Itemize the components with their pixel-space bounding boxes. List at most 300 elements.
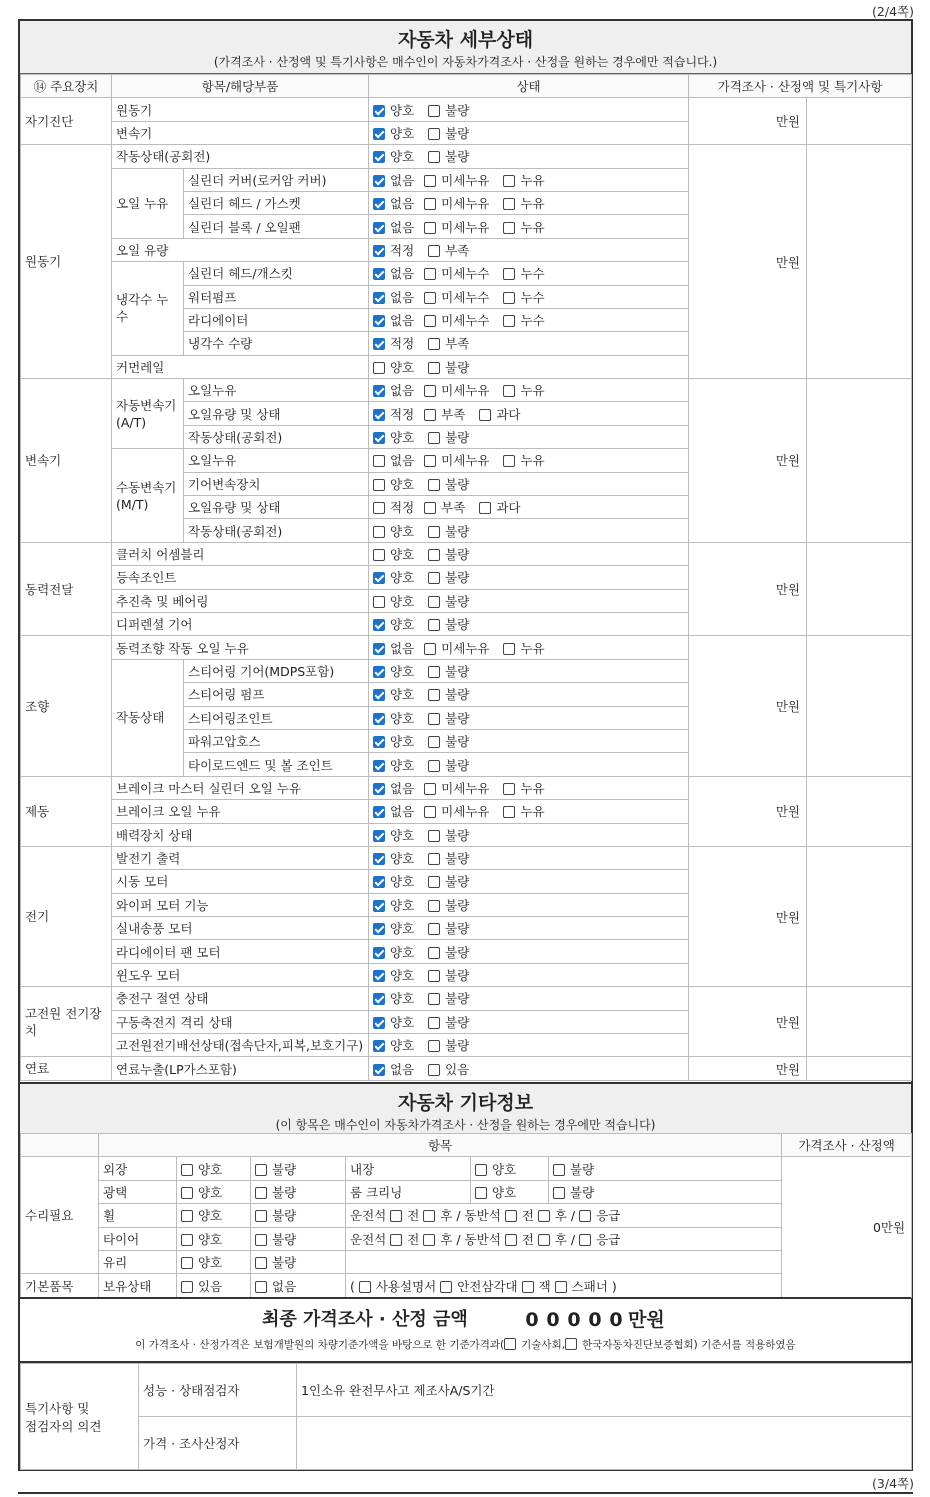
state-option[interactable] xyxy=(479,405,520,423)
checkbox[interactable] xyxy=(424,198,436,210)
state-option[interactable] xyxy=(373,288,414,306)
state-option[interactable] xyxy=(503,288,544,306)
state-option[interactable] xyxy=(424,171,489,189)
checkbox[interactable] xyxy=(428,338,440,350)
state-option[interactable] xyxy=(373,1013,414,1031)
checkbox[interactable] xyxy=(428,1017,440,1029)
state-option[interactable] xyxy=(373,171,414,189)
state-option[interactable] xyxy=(428,896,469,914)
opinion-label-1: 특기사항 및 xyxy=(25,1400,90,1416)
checkbox[interactable] xyxy=(359,1281,371,1293)
state-options xyxy=(369,940,689,963)
checkbox[interactable] xyxy=(423,1234,435,1246)
state-option[interactable] xyxy=(373,826,414,844)
checkbox[interactable] xyxy=(428,432,440,444)
checkbox[interactable] xyxy=(424,222,436,234)
state-option[interactable] xyxy=(373,241,414,259)
checkbox[interactable] xyxy=(428,970,440,982)
checkbox[interactable] xyxy=(428,666,440,678)
item-name: 원동기 xyxy=(112,98,369,121)
checkbox[interactable] xyxy=(428,736,440,748)
checkbox[interactable] xyxy=(428,1064,440,1076)
checkbox[interactable] xyxy=(424,806,436,818)
option-label: 불량 xyxy=(445,874,470,890)
etc-opt[interactable] xyxy=(471,1157,549,1180)
state-option[interactable] xyxy=(503,218,544,236)
etc-opt[interactable] xyxy=(251,1250,346,1273)
checkbox-checked[interactable] xyxy=(373,713,385,725)
state-options xyxy=(369,449,689,472)
state-option[interactable] xyxy=(503,264,544,282)
option-label: 미세누수 xyxy=(441,313,490,329)
price-note[interactable] xyxy=(807,636,912,776)
state-options xyxy=(369,308,689,331)
checkbox-checked[interactable] xyxy=(373,993,385,1005)
checkbox-checked[interactable] xyxy=(373,947,385,959)
checkbox[interactable] xyxy=(428,526,440,538)
checkbox[interactable] xyxy=(424,268,436,280)
state-option[interactable] xyxy=(503,194,544,212)
checkbox[interactable] xyxy=(373,362,385,374)
state-option[interactable] xyxy=(373,966,414,984)
checkbox-checked[interactable] xyxy=(373,292,385,304)
checkbox[interactable] xyxy=(504,1338,516,1350)
state-option[interactable] xyxy=(503,451,544,469)
state-option[interactable] xyxy=(428,568,469,586)
checkbox-checked[interactable] xyxy=(373,245,385,257)
checkbox[interactable] xyxy=(255,1187,267,1199)
checkbox-checked[interactable] xyxy=(373,689,385,701)
state-option[interactable] xyxy=(373,732,414,750)
option-label: 불량 xyxy=(445,523,470,539)
checkbox[interactable] xyxy=(503,268,515,280)
checkbox[interactable] xyxy=(538,1234,550,1246)
state-option[interactable] xyxy=(428,709,469,727)
checkbox[interactable] xyxy=(553,1164,565,1176)
state-option[interactable] xyxy=(373,545,414,563)
checkbox[interactable] xyxy=(423,1210,435,1222)
option-label: 양호 xyxy=(390,897,415,913)
checkbox[interactable] xyxy=(255,1257,267,1269)
item-name: 시동 모터 xyxy=(112,870,369,893)
price-note[interactable] xyxy=(807,145,912,379)
price-note[interactable] xyxy=(807,379,912,543)
checkbox-checked[interactable] xyxy=(373,1040,385,1052)
checkbox[interactable] xyxy=(503,385,515,397)
checkbox-checked[interactable] xyxy=(373,1064,385,1076)
state-option[interactable] xyxy=(373,756,414,774)
checkbox[interactable] xyxy=(181,1187,193,1199)
checkbox[interactable] xyxy=(428,947,440,959)
state-option[interactable] xyxy=(424,288,489,306)
checkbox-checked[interactable] xyxy=(373,198,385,210)
checkbox[interactable] xyxy=(553,1187,565,1199)
state-option[interactable] xyxy=(373,568,414,586)
state-option[interactable] xyxy=(428,124,469,142)
checkbox[interactable] xyxy=(428,105,440,117)
state-option[interactable] xyxy=(373,849,414,867)
etc-opt[interactable] xyxy=(251,1157,346,1180)
state-option[interactable] xyxy=(373,709,414,727)
digit: 0 xyxy=(567,1309,581,1331)
checkbox-checked[interactable] xyxy=(373,853,385,865)
state-option[interactable] xyxy=(373,218,414,236)
checkbox-checked[interactable] xyxy=(373,151,385,163)
checkbox[interactable] xyxy=(428,876,440,888)
price-inspector-opinion[interactable] xyxy=(297,1417,912,1470)
checkbox-checked[interactable] xyxy=(373,572,385,584)
checkbox[interactable] xyxy=(503,222,515,234)
state-option[interactable] xyxy=(428,1036,469,1054)
checkbox[interactable] xyxy=(424,409,436,421)
checkbox-checked[interactable] xyxy=(373,432,385,444)
checkbox-checked[interactable] xyxy=(373,128,385,140)
price-note[interactable] xyxy=(807,987,912,1057)
etc-item-room: 룸 크리닝 xyxy=(346,1180,471,1203)
part-name: 타이로드엔드 및 볼 조인트 xyxy=(184,753,369,776)
state-option[interactable] xyxy=(428,989,469,1007)
state-option[interactable] xyxy=(428,475,469,493)
perf-inspector-label: 성능 · 상태점검자 xyxy=(139,1364,297,1417)
checkbox-checked[interactable] xyxy=(373,806,385,818)
checkbox[interactable] xyxy=(428,245,440,257)
state-option[interactable] xyxy=(428,334,469,352)
state-option[interactable] xyxy=(373,311,414,329)
checkbox[interactable] xyxy=(424,643,436,655)
option-label: 미세누유 xyxy=(441,804,490,820)
checkbox[interactable] xyxy=(475,1187,487,1199)
state-option[interactable] xyxy=(428,849,469,867)
option-label: 불량 xyxy=(445,593,470,609)
checkbox-checked[interactable] xyxy=(373,970,385,982)
checkbox[interactable] xyxy=(424,455,436,467)
checkbox[interactable] xyxy=(503,455,515,467)
etc-opt[interactable] xyxy=(549,1157,782,1180)
checkbox[interactable] xyxy=(424,385,436,397)
state-option[interactable] xyxy=(373,124,414,142)
state-option[interactable] xyxy=(373,451,414,469)
state-option[interactable] xyxy=(373,943,414,961)
etc-opt[interactable] xyxy=(549,1180,782,1203)
checkbox[interactable] xyxy=(503,806,515,818)
option-label: 없음 xyxy=(390,780,415,796)
checkbox[interactable] xyxy=(538,1210,550,1222)
etc-opt[interactable] xyxy=(177,1227,251,1250)
state-option[interactable] xyxy=(373,779,414,797)
opt-label: 불량 xyxy=(272,1184,297,1200)
checkbox[interactable] xyxy=(503,643,515,655)
state-option[interactable] xyxy=(503,311,544,329)
checkbox[interactable] xyxy=(579,1210,591,1222)
price-inspector-label: 가격 · 조사산정자 xyxy=(139,1417,297,1470)
state-option[interactable] xyxy=(373,334,414,352)
price-note[interactable] xyxy=(807,1057,912,1080)
checkbox[interactable] xyxy=(503,315,515,327)
device-group: 동력전달 xyxy=(21,542,112,636)
opinion-section xyxy=(20,1361,911,1471)
passenger-label: 동반석 xyxy=(464,1231,501,1247)
state-options xyxy=(369,285,689,308)
etc-opt[interactable] xyxy=(251,1180,346,1203)
checkbox[interactable] xyxy=(565,1338,577,1350)
checkbox-checked[interactable] xyxy=(373,338,385,350)
checkbox[interactable] xyxy=(428,549,440,561)
have-label: 있음 xyxy=(198,1278,223,1294)
state-option[interactable] xyxy=(373,989,414,1007)
checkbox[interactable] xyxy=(428,572,440,584)
state-option[interactable] xyxy=(373,872,414,890)
checkbox[interactable] xyxy=(479,502,491,514)
etc-opt[interactable] xyxy=(177,1180,251,1203)
checkbox-checked[interactable] xyxy=(373,1017,385,1029)
option-label: 양호 xyxy=(390,593,415,609)
price-note[interactable] xyxy=(807,98,912,145)
checkbox-checked[interactable] xyxy=(373,222,385,234)
etc-item-tire: 타이어 xyxy=(99,1227,177,1250)
checkbox[interactable] xyxy=(373,549,385,561)
checkbox-checked[interactable] xyxy=(373,268,385,280)
checkbox[interactable] xyxy=(505,1234,517,1246)
checkbox[interactable] xyxy=(181,1257,193,1269)
checkbox[interactable] xyxy=(428,830,440,842)
checkbox[interactable] xyxy=(428,760,440,772)
checkbox[interactable] xyxy=(255,1234,267,1246)
checkbox[interactable] xyxy=(503,198,515,210)
checkbox[interactable] xyxy=(428,689,440,701)
state-option[interactable] xyxy=(373,1060,414,1078)
slash: / xyxy=(570,1208,576,1224)
state-option[interactable] xyxy=(428,685,469,703)
state-option[interactable] xyxy=(479,498,520,516)
checkbox[interactable] xyxy=(428,151,440,163)
checkbox[interactable] xyxy=(373,526,385,538)
basic-items-options: ( 사용설명서 안전삼각대 잭 스패너 ) xyxy=(346,1274,782,1297)
checkbox-checked[interactable] xyxy=(373,830,385,842)
state-option[interactable] xyxy=(373,428,414,446)
checkbox[interactable] xyxy=(424,175,436,187)
checkbox[interactable] xyxy=(390,1210,402,1222)
checkbox-checked[interactable] xyxy=(373,643,385,655)
state-option[interactable] xyxy=(424,405,465,423)
etc-opt[interactable] xyxy=(177,1250,251,1273)
price-note[interactable] xyxy=(807,776,912,846)
price-note[interactable] xyxy=(807,542,912,636)
checkbox[interactable] xyxy=(181,1281,193,1293)
state-option[interactable] xyxy=(424,311,489,329)
checkbox[interactable] xyxy=(424,783,436,795)
checkbox-checked[interactable] xyxy=(373,876,385,888)
state-option[interactable] xyxy=(373,896,414,914)
detail-title: 자동차 세부상태 xyxy=(397,29,534,51)
checkbox[interactable] xyxy=(475,1164,487,1176)
checkbox[interactable] xyxy=(503,175,515,187)
checkbox[interactable] xyxy=(373,455,385,467)
checkbox[interactable] xyxy=(428,479,440,491)
state-option[interactable] xyxy=(428,358,469,376)
state-option[interactable] xyxy=(373,405,414,423)
state-option[interactable] xyxy=(373,194,414,212)
state-option[interactable] xyxy=(428,615,469,633)
state-option[interactable] xyxy=(424,779,489,797)
state-options xyxy=(369,98,689,121)
checkbox[interactable] xyxy=(503,292,515,304)
checkbox-checked[interactable] xyxy=(373,783,385,795)
checkbox[interactable] xyxy=(428,596,440,608)
state-option[interactable] xyxy=(424,194,489,212)
checkbox-checked[interactable] xyxy=(373,760,385,772)
checkbox[interactable] xyxy=(428,128,440,140)
state-option[interactable] xyxy=(373,592,414,610)
state-option[interactable] xyxy=(428,732,469,750)
state-option[interactable] xyxy=(428,147,469,165)
perf-inspector-opinion[interactable]: 1인소유 완전무사고 제조사A/S기간 xyxy=(297,1364,912,1417)
state-option[interactable] xyxy=(503,381,544,399)
checkbox[interactable] xyxy=(373,502,385,514)
state-option[interactable] xyxy=(428,522,469,540)
part-name: 실린더 블록 / 오일팬 xyxy=(184,215,369,238)
checkbox[interactable] xyxy=(373,596,385,608)
state-option[interactable] xyxy=(373,1036,414,1054)
checkbox[interactable] xyxy=(181,1234,193,1246)
state-option[interactable] xyxy=(373,381,414,399)
checkbox[interactable] xyxy=(181,1164,193,1176)
note-text-c: 한국자동차진단보증협회) 기준서를 적용하였음 xyxy=(582,1339,796,1351)
state-option[interactable] xyxy=(428,592,469,610)
option-label: 양호 xyxy=(390,827,415,843)
state-option[interactable] xyxy=(424,218,489,236)
checkbox[interactable] xyxy=(424,502,436,514)
checkbox[interactable] xyxy=(428,1040,440,1052)
etc-opt[interactable] xyxy=(177,1274,251,1297)
state-option[interactable] xyxy=(428,662,469,680)
checkbox[interactable] xyxy=(255,1210,267,1222)
checkbox[interactable] xyxy=(522,1281,534,1293)
state-option[interactable] xyxy=(503,639,544,657)
state-option[interactable] xyxy=(428,241,469,259)
state-option[interactable] xyxy=(373,615,414,633)
checkbox-checked[interactable] xyxy=(373,175,385,187)
checkbox[interactable] xyxy=(579,1234,591,1246)
checkbox[interactable] xyxy=(505,1210,517,1222)
state-option[interactable] xyxy=(503,171,544,189)
etc-item-gloss: 광택 xyxy=(99,1180,177,1203)
slash: / xyxy=(456,1208,461,1224)
checkbox-checked[interactable] xyxy=(373,315,385,327)
etc-opt[interactable] xyxy=(471,1180,549,1203)
passenger-label: 동반석 xyxy=(464,1208,501,1224)
option-label: 미세누유 xyxy=(441,172,490,188)
checkbox[interactable] xyxy=(428,923,440,935)
state-option[interactable] xyxy=(428,826,469,844)
etc-opt[interactable] xyxy=(251,1274,346,1297)
state-option[interactable] xyxy=(503,779,544,797)
state-option[interactable] xyxy=(428,101,469,119)
checkbox[interactable] xyxy=(181,1210,193,1222)
checkbox[interactable] xyxy=(255,1164,267,1176)
state-option[interactable] xyxy=(428,756,469,774)
state-option[interactable] xyxy=(424,802,489,820)
wheel-position-options xyxy=(346,1204,782,1227)
state-option[interactable] xyxy=(428,428,469,446)
checkbox-checked[interactable] xyxy=(373,105,385,117)
state-option[interactable] xyxy=(428,943,469,961)
state-option[interactable] xyxy=(373,101,414,119)
checkbox-checked[interactable] xyxy=(373,619,385,631)
option-label: 양호 xyxy=(390,944,415,960)
checkbox[interactable] xyxy=(373,479,385,491)
checkbox-checked[interactable] xyxy=(373,900,385,912)
checkbox[interactable] xyxy=(440,1281,452,1293)
checkbox[interactable] xyxy=(479,409,491,421)
state-option[interactable] xyxy=(373,919,414,937)
state-options xyxy=(369,238,689,261)
price-note[interactable] xyxy=(807,846,912,986)
state-option[interactable] xyxy=(428,919,469,937)
checkbox[interactable] xyxy=(424,292,436,304)
checkbox[interactable] xyxy=(424,315,436,327)
state-option[interactable] xyxy=(503,802,544,820)
checkbox-checked[interactable] xyxy=(373,923,385,935)
state-option[interactable] xyxy=(428,966,469,984)
state-option[interactable] xyxy=(373,498,414,516)
state-option[interactable] xyxy=(373,802,414,820)
item-name: 충전구 절연 상태 xyxy=(112,987,369,1010)
state-option[interactable] xyxy=(373,685,414,703)
state-option[interactable] xyxy=(428,1013,469,1031)
checkbox-checked[interactable] xyxy=(373,385,385,397)
state-option[interactable] xyxy=(424,264,489,282)
checkbox[interactable] xyxy=(390,1234,402,1246)
state-option[interactable] xyxy=(373,147,414,165)
checkbox-checked[interactable] xyxy=(373,409,385,421)
etc-opt[interactable] xyxy=(251,1227,346,1250)
checkbox-checked[interactable] xyxy=(373,736,385,748)
checkbox[interactable] xyxy=(555,1281,567,1293)
detail-status-table xyxy=(20,74,912,1081)
checkbox[interactable] xyxy=(428,362,440,374)
checkbox[interactable] xyxy=(428,713,440,725)
etc-opt[interactable] xyxy=(177,1204,251,1227)
checkbox[interactable] xyxy=(428,619,440,631)
device-group: 고전원 전기장치 xyxy=(21,987,112,1057)
checkbox-checked[interactable] xyxy=(373,666,385,678)
state-option[interactable] xyxy=(428,1060,469,1078)
front-label: 전 xyxy=(521,1208,534,1224)
state-option[interactable] xyxy=(424,639,489,657)
state-option[interactable] xyxy=(424,381,489,399)
etc-col-item: 항목 xyxy=(99,1134,782,1157)
state-option[interactable] xyxy=(428,545,469,563)
state-option[interactable] xyxy=(373,662,414,680)
checkbox[interactable] xyxy=(428,993,440,1005)
state-option[interactable] xyxy=(424,451,489,469)
option-label: 누유 xyxy=(520,804,545,820)
state-option[interactable] xyxy=(373,475,414,493)
state-option[interactable] xyxy=(428,872,469,890)
checkbox[interactable] xyxy=(428,853,440,865)
etc-subtitle: (이 항목은 매수인이 자동차가격조사 · 산정을 원하는 경우에만 적습니다) xyxy=(275,1118,656,1132)
etc-opt[interactable] xyxy=(251,1204,346,1227)
checkbox[interactable] xyxy=(503,783,515,795)
state-option[interactable] xyxy=(373,639,414,657)
checkbox[interactable] xyxy=(255,1281,267,1293)
checkbox[interactable] xyxy=(428,900,440,912)
state-option[interactable] xyxy=(373,264,414,282)
state-option[interactable] xyxy=(424,498,465,516)
state-option[interactable] xyxy=(373,522,414,540)
etc-opt[interactable] xyxy=(177,1157,251,1180)
state-option[interactable] xyxy=(373,358,414,376)
